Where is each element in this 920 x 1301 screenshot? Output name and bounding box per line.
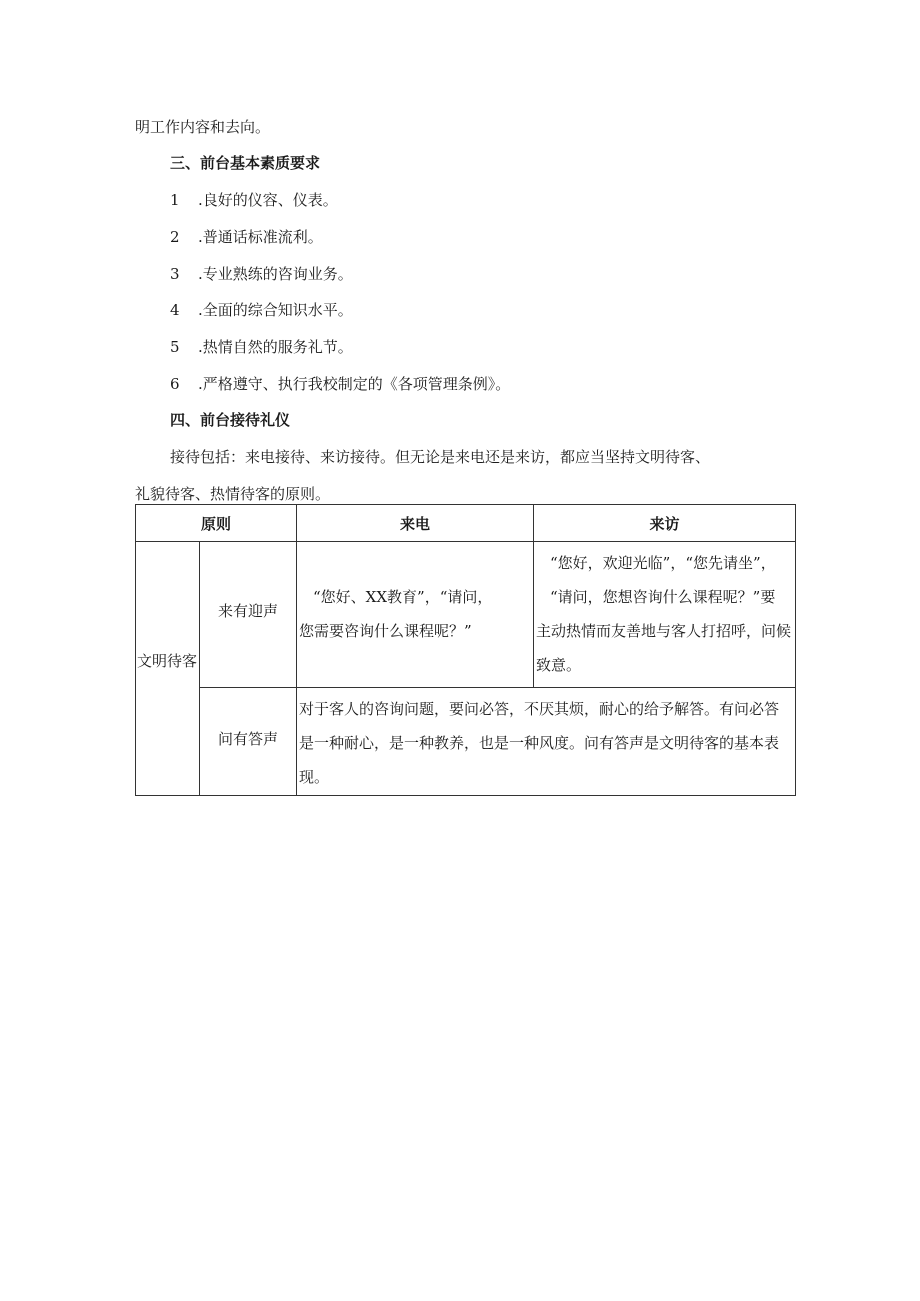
header-principle: 原则	[136, 505, 297, 542]
list-item: 2 .普通话标准流利。	[170, 228, 323, 246]
section4-heading: 四、前台接待礼仪	[170, 411, 291, 429]
reception-etiquette-table	[135, 504, 796, 796]
list-item: 1 .良好的仪容、仪表。	[170, 191, 338, 209]
row1-phone-cell: “您好、XX教育”，“请问， 您需要咨询什么课程呢？”	[297, 542, 534, 688]
header-phone: 来电	[297, 505, 534, 542]
header-visit: 来访	[534, 505, 796, 542]
section4-paragraph-line2: 礼貌待客、热情待客的原则。	[135, 485, 331, 503]
list-item: 6 .严格遵守、执行我校制定的《各项管理条例》。	[170, 375, 511, 393]
row1-visit-cell: “您好，欢迎光临”，“您先请坐”， “请问，您想咨询什么课程呢？”要 主动热情而友善地与客人打招呼，问候 致意。	[534, 542, 796, 688]
table-row	[136, 542, 796, 688]
table-row	[136, 688, 796, 796]
list-item: 3 .专业熟练的咨询业务。	[170, 265, 353, 283]
list-item: 5 .热情自然的服务礼节。	[170, 338, 353, 356]
section4-paragraph-line1: 接待包括：来电接待、来访接待。但无论是来电还是来访，都应当坚持文明待客、	[170, 448, 711, 466]
row1-label: 来有迎声	[200, 542, 297, 688]
intro-tail-text: 明工作内容和去向。	[135, 118, 271, 136]
table-header-row	[136, 505, 796, 542]
row2-content-cell: 对于客人的咨询问题，要问必答，不厌其烦，耐心的给予解答。有问必答 是一种耐心，是一种教养，也是一种风度。问有答声是文明待客的基本表 现。	[297, 688, 796, 796]
section3-heading: 三、前台基本素质要求	[170, 154, 321, 172]
row2-label: 问有答声	[200, 688, 297, 796]
category-cell: 文明待客	[136, 542, 200, 796]
list-item: 4 .全面的综合知识水平。	[170, 301, 353, 319]
